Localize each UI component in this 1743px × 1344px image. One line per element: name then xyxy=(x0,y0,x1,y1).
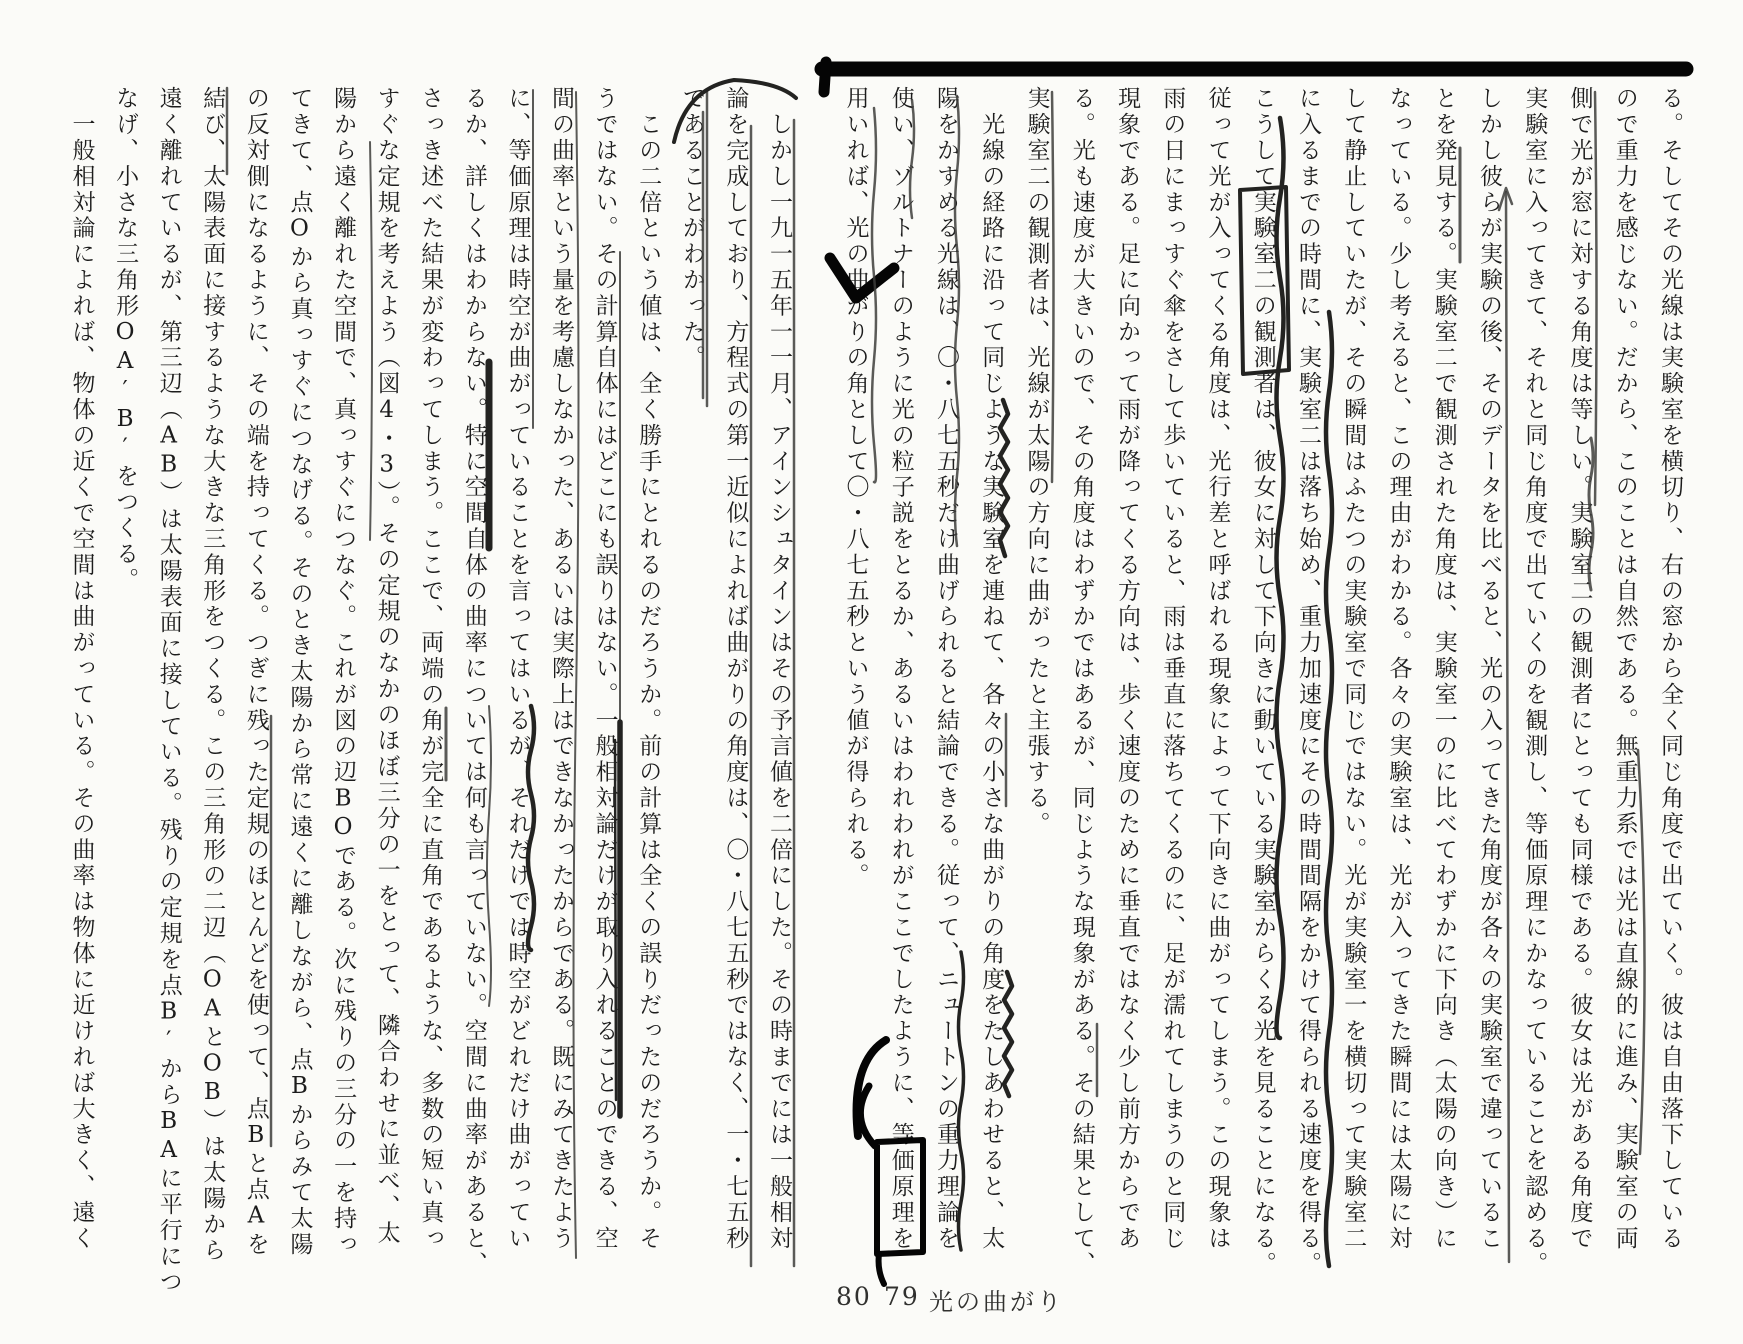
page-number-80: 80 xyxy=(836,1282,872,1311)
page-number-79: 79 xyxy=(884,1282,920,1311)
column-p80-14: 結び、太陽表面に接するような大きな三角形をつくる。この三角形の二辺（OAとOB）は太陽から xyxy=(199,86,226,1264)
column-p80-13: の反対側になるように、その端を持ってくる。つぎに残った定規のほとんどを使って、点Bと点Aを xyxy=(242,86,269,1258)
column-p79-9: に入るまでの時間に、実験室二は落ち始め、重力加速度にその時間間隔をかけて得られる速度を得る。 xyxy=(1295,86,1321,1278)
column-p80-2: 論を完成しており、方程式の第一近似によれば曲がりの角度は、〇・八七五秒ではなく、一・七五秒 xyxy=(722,86,749,1252)
column-p80-17: 一般相対論によれば、物体の近くで空間は曲がっている。その曲率は物体に近ければ大きく、遠く xyxy=(68,86,95,1252)
column-p79-3: 側で光が窓に対する角度は等しい。実験室二の観測者にとっても同様である。彼女は光がある角度で xyxy=(1566,86,1593,1252)
column-p79-1: る。そしてその光線は実験室を横切り、右の窓から全く同じ角度で出ていく。彼は自由落下している xyxy=(1657,86,1683,1252)
column-p80-10: すぐな定規を考えよう（図4・3）。その定規のなかのほぼ三分の一をとって、隣合わせに並べ、太 xyxy=(373,86,400,1246)
column-p79-7: なっている。少し考えると、この理由がわかる。各々の実験室は、光が入ってきた瞬間には太陽に対 xyxy=(1385,86,1412,1252)
column-p79-16: 光線の経路に沿って同じような実験室を連ねて、各々の小さな曲がりの角度をたしあわせると、太 xyxy=(978,86,1005,1252)
page-79-text xyxy=(832,86,1692,1284)
column-p80-6: 間の曲率という量を考慮しなかった、あるいは実際上はできなかったからである。既にみてきたよう xyxy=(548,86,575,1252)
column-p79-12: 雨の日にまっすぐ傘をさして歩いていると、雨は垂直に落ちてくるのに、足が濡れてしまうのと同じ xyxy=(1159,86,1186,1252)
column-p80-5: うではない。その計算自体にはどこにも誤りはない。一般相対論だけが取り入れることのできる、空 xyxy=(591,86,618,1252)
top-rule-tip xyxy=(824,62,826,92)
page-footer xyxy=(0,1282,1743,1316)
column-p80-15: 遠く離れているが、第三辺（AB）は太陽表面に接している。残りの定規を点B′からBAに平行につ xyxy=(155,86,182,1296)
column-p79-14: る。光も速度が大きいので、その角度はわずかではあるが、同じような現象がある。その結果として、 xyxy=(1068,86,1095,1278)
page-80-text xyxy=(59,86,800,1296)
running-head: 光の曲がり xyxy=(929,1288,1064,1316)
column-p80-8: るか、詳しくはわからない。特に空間自体の曲率については何も言っていない。空間に曲率があると、 xyxy=(460,86,487,1278)
column-p80-1: しかし一九一五年一一月、アインシュタインはその予言値を二倍にした。その時までには一般相対 xyxy=(766,86,792,1252)
column-p79-10: こうして実験室二の観測者は、彼女に対して下向きに動いている実験室からくる光を見ることになる。 xyxy=(1249,86,1276,1278)
column-p79-4: 実験室に入ってきて、それと同じ角度で出ていくのを観測し、等価原理にかなっていることを認める。 xyxy=(1521,86,1548,1278)
column-p79-18: 使い、ゾルトナーのように光の粒子説をとるか、あるいはわれわれがここでしたように、等価原理を xyxy=(887,86,914,1252)
column-p79-6: とを発見する。実験室二で観測された角度は、実験室一のに比べてわずかに下向き（太陽の向き）に xyxy=(1430,86,1457,1252)
column-p79-13: 現象である。足に向かって雨が降ってくる方向は、歩く速度のために垂直ではなく少し前方からであ xyxy=(1114,86,1140,1252)
column-p80-7: に、等価原理は時空が曲がっていることを言ってはいるが、それだけでは時空がどれだけ曲がってい xyxy=(504,86,531,1252)
column-p80-3: であることがわかった。 xyxy=(678,86,705,371)
column-p79-19: 用いれば、光の曲がりの角として〇・八七五秒という値が得られる。 xyxy=(842,86,869,889)
column-p79-5: しかし彼らが実験の後、そのデータを比べると、光の入ってきた角度が各々の実験室で違っているこ xyxy=(1476,86,1502,1252)
column-p80-11: 陽から遠く離れた空間で、真っすぐにつなぐ。これが図の辺BOである。次に残りの三分の一を持っ xyxy=(330,86,357,1258)
column-p80-9: さっき述べた結果が変わってしまう。ここで、両端の角が完全に直角であるような、多数の短い真っ xyxy=(417,86,444,1252)
column-p79-2: ので重力を感じない。だから、このことは自然である。無重力系では光は直線的に進み、実験室の両 xyxy=(1611,86,1638,1252)
column-p79-17: 陽をかすめる光線は、〇・八七五秒だけ曲げられると結論できる。従って、ニュートンの重力理論を xyxy=(933,86,959,1252)
column-p79-15: 実験室二の観測者は、光線が太陽の方向に曲がったと主張する。 xyxy=(1023,86,1050,838)
column-p80-16: なげ、小さな三角形OA′B′をつくる。 xyxy=(112,86,139,594)
column-p79-8: して静止していたが、その瞬間はふたつの実験室で同じではない。光が実験室一を横切って実験室二 xyxy=(1340,86,1367,1252)
column-p80-4: この二倍という値は、全く勝手にとれるのだろうか。前の計算は全くの誤りだったのだろうか。そ xyxy=(635,86,662,1252)
column-p79-11: 従って光が入ってくる角度は、光行差と呼ばれる現象によって下向きに曲がってしまう。この現象は xyxy=(1204,86,1231,1252)
column-p80-12: てきて、点Oから真っすぐにつなげる。そのとき太陽から常に遠くに離しながら、点Bからみて太陽 xyxy=(286,86,313,1258)
